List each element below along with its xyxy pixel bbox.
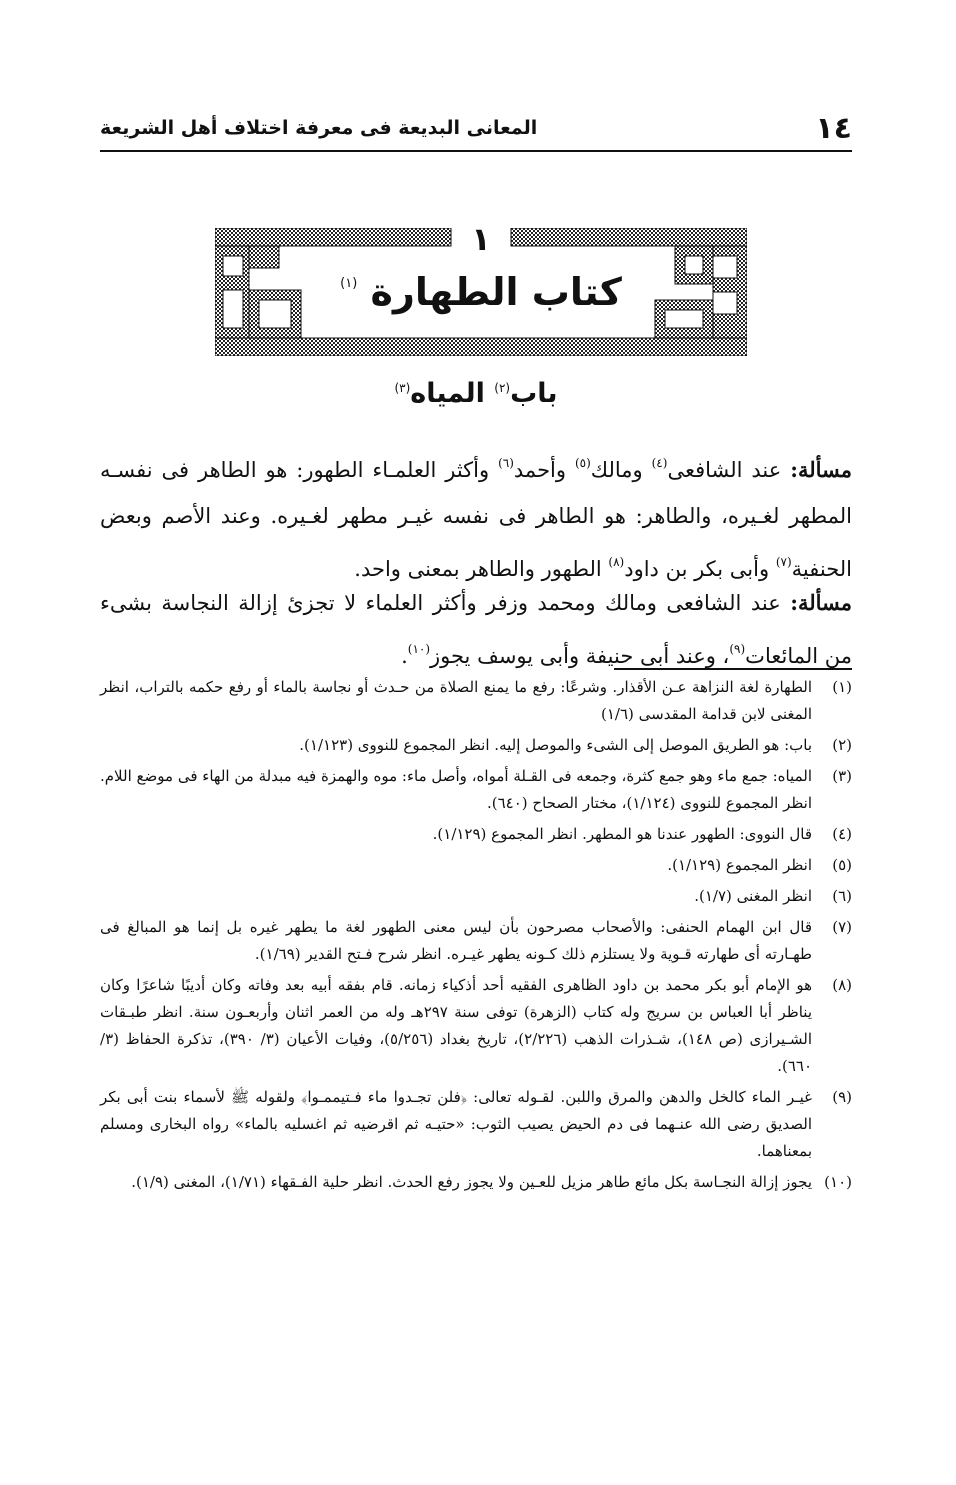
page-number: ١٤	[815, 110, 852, 146]
footnote-text: انظر المجموع (١/١٢٩).	[667, 856, 812, 874]
section-heading	[100, 378, 852, 409]
footnote-text: المياه: جمع ماء وهو جمع كثرة، وجمعه فى القـلة أمواه، وأصل ماء: موه والهمزة فيه مبدلة من الهاء فى موضع اللام. انظر المجموع للنووى (١/١٢٤)، مختار الصحاح (٦٤٠).	[100, 767, 812, 812]
paragraph-text: .	[401, 644, 408, 668]
footnote-divider	[614, 668, 852, 670]
paragraph-text: الطهور والطاهر بمعنى واحد.	[354, 557, 609, 581]
footnote-number: (٢)	[832, 736, 852, 754]
footnote-ref: (٢)	[494, 381, 511, 395]
footnote-number: (١)	[832, 678, 852, 696]
paragraph-masala-1	[100, 440, 852, 592]
footnote	[100, 852, 852, 879]
footnote-number: (١٠)	[824, 1173, 852, 1191]
running-header	[100, 108, 852, 148]
section-word: باب	[510, 378, 558, 409]
section-word: المياه	[410, 378, 485, 409]
paragraph-text: عند الشافعى ومالك ومحمد وزفر وأكثر العلماء لا تجزئ إزالة النجاسة بشىء من المائعات	[100, 591, 852, 668]
footnote	[100, 1169, 852, 1196]
footnote-text: قال النووى: الطهور عندنا هو المطهر. انظر المجموع (١/١٢٩).	[432, 825, 812, 843]
footnote-ref: (٦)	[498, 456, 514, 470]
paragraph-text: ، وعند أبى حنيفة وأبى يوسف يجوز	[430, 644, 730, 668]
footnote-ref: (٥)	[574, 456, 591, 470]
footnote-number: (٤)	[832, 825, 852, 843]
footnote-text: باب: هو الطريق الموصل إلى الشىء والموصل إليه. انظر المجموع للنووى (١/١٢٣).	[299, 736, 812, 754]
footnote-text: هو الإمام أبو بكر محمد بن داود الظاهرى الفقيه أحد أذكياء زمانه. قام بفقه أبيه بعد وفاته وكان أديبًا شاعرًا وكان يناظر أبا العباس بن سريج وله كتاب (الزهرة) توفى سنة ٢٩٧هـ وله من العمر اثنان وأربعـون سنة. انظر طبـقات الشـيرازى (ص ١٤٨)، شـذرات الذهب (٢/٢٢٦)، تاريخ بغداد (٥/٢٥٦)، وفيات الأعيان (٣/ ٣٩٠)، تذكرة الحفاظ (٣/ ٦٦٠).	[100, 976, 813, 1075]
footnote-text: غيـر الماء كالخل والدهن والمرق واللبن. لقـوله تعالى: ﴿فلن تجـدوا ماء فـتيممـوا﴾ ولقوله ﷺ لأسماء بنت أبى بكر الصديق رضى الله عنـهما فى دم الحيض يصيب الثوب: «حتيـه ثم اقرضيه ثم اغسليه بالماء» رواه البخارى ومسلم بمعناهما.	[100, 1088, 812, 1160]
footnote	[100, 914, 852, 968]
chapter-title	[305, 270, 657, 314]
footnote-ref: (٤)	[651, 456, 668, 470]
footnote-text: الطهارة لغة النزاهة عـن الأقذار. وشرعًا: رفع ما يمنع الصلاة من حـدث أو نجاسة بالماء أو رفع حكمه بالتراب، انظر المغنى لابن قدامة المقدسى (١/٦)	[100, 678, 812, 723]
footnote-ref: (١)	[340, 276, 358, 291]
footnote	[100, 1084, 852, 1165]
footnote	[100, 674, 852, 728]
chapter-ornament	[215, 220, 747, 356]
footnote-number: (٥)	[832, 856, 852, 874]
footnote	[100, 821, 852, 848]
footnote-text: قال ابن الهمام الحنفى: والأصحاب مصرحون بأن ليس معنى الطهور لغة ما يطهر غيره بل إنما هو المبالغ فى طهـارته أى طهارته قـوية ولا يستلزم ذلك كـونه يطهر غيـره. انظر شرح فـتح القدير (١/٦٩).	[100, 918, 812, 963]
paragraph-masala-2	[100, 580, 852, 679]
footnote-ref: (٧)	[775, 555, 792, 569]
footnotes	[100, 674, 852, 1200]
footnote	[100, 883, 852, 910]
footnote	[100, 972, 852, 1080]
chapter-number: ١	[471, 220, 491, 258]
footnote-text: انظر المغنى (١/٧).	[694, 887, 812, 905]
footnote-number: (٨)	[832, 976, 852, 994]
paragraph-text: وأبى بكر بن داود	[624, 557, 776, 581]
chapter-title-text: كتاب الطهارة	[370, 270, 622, 314]
masala-label: مسألة:	[790, 590, 852, 615]
footnote-ref: (٣)	[394, 381, 411, 395]
footnote-number: (٦)	[832, 887, 852, 905]
paragraph-text: عند الشافعى	[667, 458, 791, 482]
header-divider	[100, 150, 852, 152]
paragraph-text: ومالك	[590, 458, 652, 482]
footnote	[100, 732, 852, 759]
paragraph-text: وأحمد	[513, 458, 575, 482]
paragraph-text: وأكثر العلمـاء الطهور: هو الطاهر فى نفسـه المطهر لغـيره، والطاهر: هو الطاهر فى نفسه غيـر مطهر لغـيره. وعند الأصم وبعض الحنفية	[100, 458, 852, 581]
footnote-number: (٩)	[832, 1088, 852, 1106]
footnote-ref: (٨)	[608, 555, 625, 569]
masala-label: مسألة:	[790, 457, 853, 482]
footnote-ref: (٩)	[729, 642, 746, 656]
footnote-text: يجوز إزالة النجـاسة بكل مائع طاهر مزيل للعـين ولا يجوز رفع الحدث. انظر حلية الفـقهاء (١/٧١)، المغنى (١/٩).	[131, 1173, 812, 1191]
footnote	[100, 763, 852, 817]
footnote-number: (٣)	[832, 767, 852, 785]
footnote-ref: (١٠)	[407, 642, 431, 656]
book-title: المعانى البديعة فى معرفة اختلاف أهل الشريعة	[100, 117, 538, 139]
footnote-number: (٧)	[832, 918, 852, 936]
